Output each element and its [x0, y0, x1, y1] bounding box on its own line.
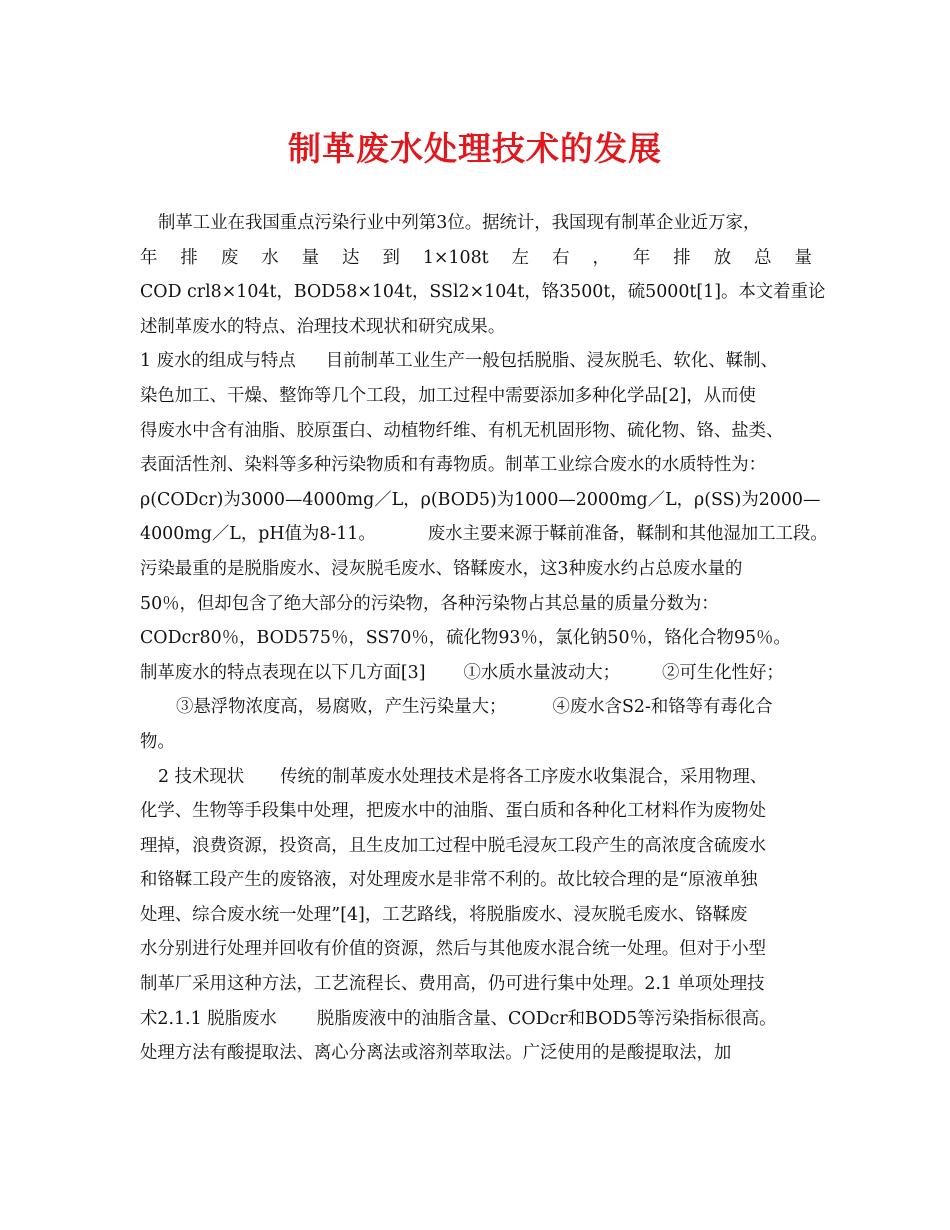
text-line: 水分别进行处理并回收有价值的资源，然后与其他废水混合统一处理。但对于小型 — [140, 939, 767, 960]
text-line: 50％，但却包含了绝大部分的污染物，各种污染物占其总量的质量分数为： — [140, 593, 719, 614]
section-heading: 2 技术现状 — [158, 766, 245, 787]
text-line: 和铬鞣工段产生的废铬液，对处理废水是非常不利的。故比较合理的是“原液单独 — [140, 870, 758, 891]
text-line: 污染最重的是脱脂废水、浸灰脱毛废水、铬鞣废水，这3种废水约占总废水量的 — [140, 558, 743, 579]
text-line: ③悬浮物浓度高，易腐败，产生污染量大； ④废水含S2-和铬等有毒化合 — [176, 697, 773, 718]
text-line: 表面活性剂、染料等多种污染物质和有毒物质。制革工业综合废水的水质特性为： — [140, 455, 767, 476]
text-line: 术2.1.1 脱脂废水 脱脂废液中的油脂含量、CODcr和BOD5等污染指标很高。 — [140, 1008, 777, 1029]
text-line: ρ(CODcr)为3000—4000mg／L，ρ(BOD5)为1000—2000mg／L，ρ(SS)为2000— — [140, 489, 821, 510]
text-line: 处理、综合废水统一处理”[4]，工艺路线，将脱脂废水、浸灰脱毛废水、铬鞣废 — [140, 904, 748, 925]
text-line: 染色加工、干燥、整饰等几个工段，加工过程中需要添加多种化学品[2]，从而使 — [140, 385, 756, 406]
text-line: 述制革废水的特点、治理技术现状和研究成果。 — [140, 316, 506, 337]
text-line: 制革废水的特点表现在以下几方面[3] ①水质水量波动大； ②可生化性好； — [140, 662, 784, 683]
text-line-spread: 年 排 废 水 量 达 到 1×108t 左 右 ， 年 排 放 总 量 — [140, 247, 812, 268]
text-line: 4000mg／L，pH值为8-11。 废水主要来源于鞣前准备，鞣制和其他湿加工工段。 — [140, 524, 828, 545]
document-body — [140, 206, 828, 1071]
text-line: 得废水中含有油脂、胶原蛋白、动植物纤维、有机无机固形物、硫化物、铬、盐类、 — [140, 420, 784, 441]
text-line: 1 废水的组成与特点 目前制革工业生产一般包括脱脂、浸灰脱毛、软化、鞣制、 — [140, 351, 778, 372]
text-line: 理掉，浪费资源，投资高，且生皮加工过程中脱毛浸灰工段产生的高浓度含硫废水 — [140, 835, 767, 856]
text-line: 制革工业在我国重点污染行业中列第3位。据统计，我国现有制革企业近万家， — [158, 213, 761, 233]
text-line: 2 技术现状 传统的制革废水处理技术是将各工序废水收集混合，采用物理、 — [158, 766, 768, 787]
text-line: COD crl8×104t，BOD58×104t，SSl2×104t，铬3500t，硫5000t[1]。本文着重论 — [140, 282, 826, 303]
document-title: 制革废水处理技术的发展 — [288, 129, 662, 168]
text-line: 化学、生物等手段集中处理，把废水中的油脂、蛋白质和各种化工材料作为废物处 — [140, 801, 767, 822]
text-line: 处理方法有酸提取法、离心分离法或溶剂萃取法。广泛使用的是酸提取法，加 — [140, 1043, 732, 1064]
text-line: 制革厂采用这种方法，工艺流程长、费用高，仍可进行集中处理。2.1 单项处理技 — [140, 974, 765, 995]
text-line: CODcr80％，BOD575％，SS70％，硫化物93％，氯化钠50％，铬化合物95％。 — [140, 628, 791, 649]
text-line: 物。 — [140, 731, 175, 752]
section-heading: 1 废水的组成与特点 — [140, 351, 296, 372]
